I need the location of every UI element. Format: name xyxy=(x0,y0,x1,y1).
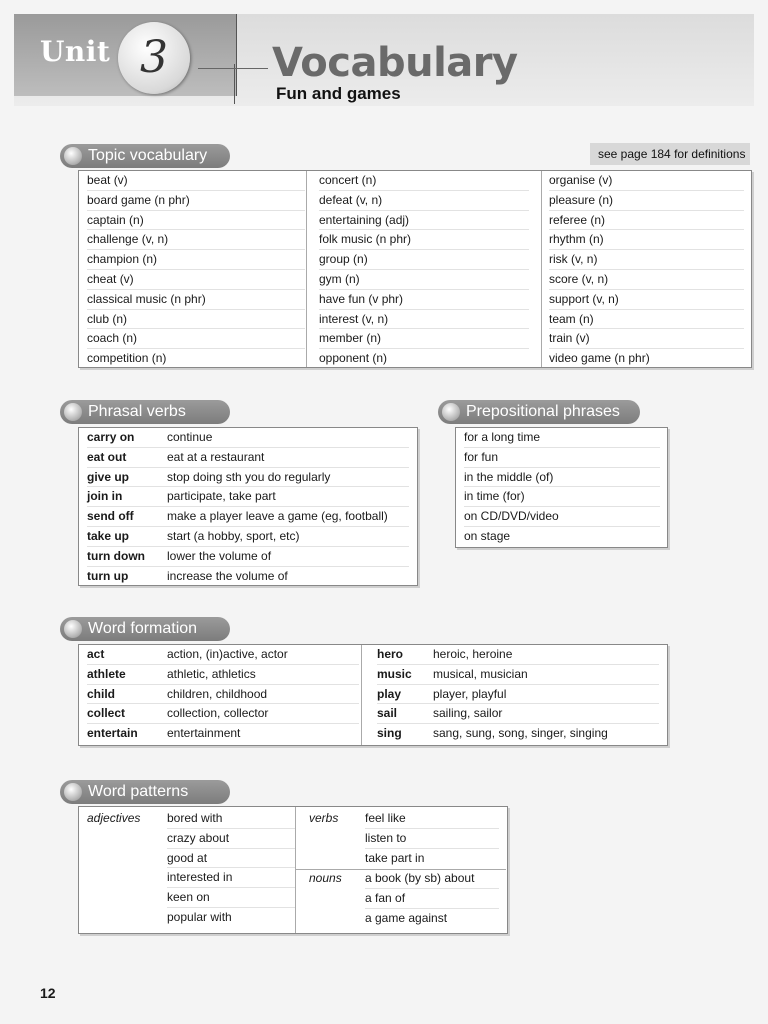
section-heading-label: Phrasal verbs xyxy=(88,403,186,420)
word-formation-row-definition: action, (in)active, actor xyxy=(167,647,288,661)
section-heading-label: Topic vocabulary xyxy=(88,147,208,164)
section-heading-prepositional xyxy=(438,400,640,424)
section-heading-word-formation xyxy=(60,617,230,641)
vocab-item: coach (n) xyxy=(87,329,305,349)
pattern-item: a book (by sb) about xyxy=(365,869,499,889)
word-formation-row-term: collect xyxy=(87,706,126,721)
pattern-item: keen on xyxy=(167,888,295,908)
vocab-item: board game (n phr) xyxy=(87,191,305,211)
unit-label: Unit xyxy=(40,35,111,68)
prepositional-phrase: in time (for) xyxy=(464,487,660,507)
definitions-note: see page 184 for definitions xyxy=(590,143,750,165)
word-formation-row-definition: children, childhood xyxy=(167,686,268,701)
word-patterns-box xyxy=(78,806,508,934)
bullet-icon xyxy=(64,147,82,165)
vocab-item: challenge (v, n) xyxy=(87,230,305,250)
bullet-icon xyxy=(64,403,82,421)
page-number: 12 xyxy=(40,985,56,1001)
word-formation-row-term: entertain xyxy=(87,726,138,741)
prepositional-phrase: in the middle (of) xyxy=(464,468,660,488)
header-rule xyxy=(198,68,268,69)
phrasal-verb-row xyxy=(87,468,409,488)
verbs-list xyxy=(365,809,499,867)
phrasal-verb-row-definition: make a player leave a game (eg, football) xyxy=(167,509,388,524)
word-formation-row xyxy=(87,665,359,685)
pattern-item: take part in xyxy=(365,850,425,865)
vocab-item: opponent (n) xyxy=(319,351,388,366)
vocab-item: have fun (v phr) xyxy=(319,290,529,310)
phrasal-verb-row-term: give up xyxy=(87,469,130,484)
section-heading-word-patterns xyxy=(60,780,230,804)
bullet-icon xyxy=(442,403,460,421)
vocab-item: member (n) xyxy=(319,329,529,349)
word-formation-row-definition: athletic, athletics xyxy=(167,666,256,681)
column-divider xyxy=(541,171,542,367)
word-formation-row xyxy=(377,704,659,724)
phrasal-verb-row-definition: continue xyxy=(167,430,213,444)
vocab-item: competition (n) xyxy=(87,351,167,366)
word-formation-row xyxy=(377,665,659,685)
column-divider xyxy=(306,171,307,367)
word-formation-row-definition: sang, sung, song, singer, singing xyxy=(433,726,608,741)
phrasal-verb-row-term: join in xyxy=(87,489,123,504)
pattern-item: good at xyxy=(167,849,295,869)
pattern-item: crazy about xyxy=(167,829,295,849)
topic-column-2 xyxy=(319,171,529,368)
vocab-item: beat (v) xyxy=(87,171,305,191)
nouns-list xyxy=(365,869,499,927)
vocab-item: team (n) xyxy=(549,310,744,330)
vocab-item: interest (v, n) xyxy=(319,310,529,330)
phrasal-verb-row-term: carry on xyxy=(87,430,135,444)
word-formation-row xyxy=(87,685,359,705)
column-divider xyxy=(295,807,296,933)
word-formation-row xyxy=(87,645,359,665)
topic-column-3 xyxy=(549,171,744,368)
pattern-item: feel like xyxy=(365,809,499,829)
prepositional-phrase: for a long time xyxy=(464,428,660,448)
word-formation-row-definition: collection, collector xyxy=(167,706,269,721)
section-heading-phrasal xyxy=(60,400,230,424)
phrasal-verbs-list xyxy=(87,428,409,585)
prepositional-phrases-box xyxy=(455,427,668,548)
word-formation-row-definition: player, playful xyxy=(433,686,507,701)
vocab-item: classical music (n phr) xyxy=(87,290,305,310)
vocab-item: champion (n) xyxy=(87,250,305,270)
topic-column-1 xyxy=(87,171,305,368)
vocab-item: video game (n phr) xyxy=(549,351,650,366)
vocab-item: score (v, n) xyxy=(549,270,744,290)
vocab-item: train (v) xyxy=(549,329,744,349)
phrasal-verb-row xyxy=(87,527,409,547)
vocab-item: entertaining (adj) xyxy=(319,211,529,231)
section-heading-label: Prepositional phrases xyxy=(466,403,620,420)
word-formation-row-definition: heroic, heroine xyxy=(433,647,513,661)
vocab-item: referee (n) xyxy=(549,211,744,231)
bullet-icon xyxy=(64,783,82,801)
pattern-item: bored with xyxy=(167,809,295,829)
phrasal-verb-row-definition: participate, take part xyxy=(167,489,276,504)
phrasal-verb-row xyxy=(87,448,409,468)
vocab-item: concert (n) xyxy=(319,171,529,191)
topic-vocabulary-box xyxy=(78,170,752,368)
word-formation-row-definition: musical, musician xyxy=(433,666,528,681)
nouns-label: nouns xyxy=(309,871,342,885)
word-formation-row-definition: entertainment xyxy=(167,726,241,741)
verbs-label: verbs xyxy=(309,811,339,825)
unit-number: 3 xyxy=(140,32,168,83)
word-formation-row xyxy=(377,685,659,705)
word-formation-right xyxy=(377,645,659,743)
phrasal-verb-row-definition: eat at a restaurant xyxy=(167,449,265,464)
vocab-item: captain (n) xyxy=(87,211,305,231)
adjectives-list xyxy=(167,809,295,927)
word-formation-row-term: act xyxy=(87,647,105,661)
section-heading-label: Word patterns xyxy=(88,783,189,800)
vocab-item: club (n) xyxy=(87,310,305,330)
word-formation-row-term: sing xyxy=(377,726,402,741)
word-formation-row xyxy=(377,724,659,743)
phrasal-verbs-box xyxy=(78,427,418,586)
pattern-item: a game against xyxy=(365,910,448,925)
vocab-item: folk music (n phr) xyxy=(319,230,529,250)
vocab-item: gym (n) xyxy=(319,270,529,290)
word-formation-row xyxy=(377,645,659,665)
section-heading-label: Word formation xyxy=(88,620,198,637)
header-divider xyxy=(234,64,235,104)
word-formation-row-term: hero xyxy=(377,647,404,661)
column-divider xyxy=(361,645,362,745)
phrasal-verb-row-term: send off xyxy=(87,509,134,524)
vocab-item: pleasure (n) xyxy=(549,191,744,211)
pattern-item: listen to xyxy=(365,829,499,849)
phrasal-verb-row xyxy=(87,487,409,507)
page-subtitle: Fun and games xyxy=(276,84,401,103)
phrasal-verb-row-term: take up xyxy=(87,528,130,543)
word-formation-box xyxy=(78,644,668,746)
vocab-item: rhythm (n) xyxy=(549,230,744,250)
word-formation-row-term: sail xyxy=(377,706,398,721)
bullet-icon xyxy=(64,620,82,638)
word-formation-row-term: music xyxy=(377,666,412,681)
phrasal-verb-row-definition: lower the volume of xyxy=(167,548,272,563)
phrasal-verb-row-term: eat out xyxy=(87,449,127,464)
phrasal-verb-row-term: turn up xyxy=(87,568,129,583)
phrasal-verb-row-definition: stop doing sth you do regularly xyxy=(167,469,331,484)
pattern-item: popular with xyxy=(167,909,232,924)
word-formation-row xyxy=(87,704,359,724)
word-formation-row-term: play xyxy=(377,686,402,701)
phrasal-verb-row-definition: increase the volume of xyxy=(167,568,288,583)
phrasal-verb-row xyxy=(87,507,409,527)
prepositional-phrases-list xyxy=(464,428,660,546)
word-formation-row-term: child xyxy=(87,686,116,701)
vocab-item: organise (v) xyxy=(549,171,744,191)
phrasal-verb-row-definition: start (a hobby, sport, etc) xyxy=(167,528,300,543)
prepositional-phrase: on CD/DVD/video xyxy=(464,507,660,527)
vocab-item: defeat (v, n) xyxy=(319,191,529,211)
pattern-item: a fan of xyxy=(365,889,499,909)
section-heading-topic xyxy=(60,144,230,168)
vocab-item: cheat (v) xyxy=(87,270,305,290)
adjectives-label: adjectives xyxy=(87,811,141,825)
unit-number-badge xyxy=(118,22,190,94)
prepositional-phrase: on stage xyxy=(464,528,511,543)
vocab-item: risk (v, n) xyxy=(549,250,744,270)
phrasal-verb-row xyxy=(87,428,409,448)
page-title: Vocabulary xyxy=(272,40,518,86)
word-formation-row-definition: sailing, sailor xyxy=(433,706,503,721)
phrasal-verb-row xyxy=(87,547,409,567)
prepositional-phrase: for fun xyxy=(464,448,660,468)
vocab-item: group (n) xyxy=(319,250,529,270)
word-formation-row xyxy=(87,724,359,743)
vocab-item: support (v, n) xyxy=(549,290,744,310)
phrasal-verb-row xyxy=(87,567,409,586)
word-formation-left xyxy=(87,645,359,743)
pattern-item: interested in xyxy=(167,868,295,888)
phrasal-verb-row-term: turn down xyxy=(87,548,145,563)
word-formation-row-term: athlete xyxy=(87,666,126,681)
